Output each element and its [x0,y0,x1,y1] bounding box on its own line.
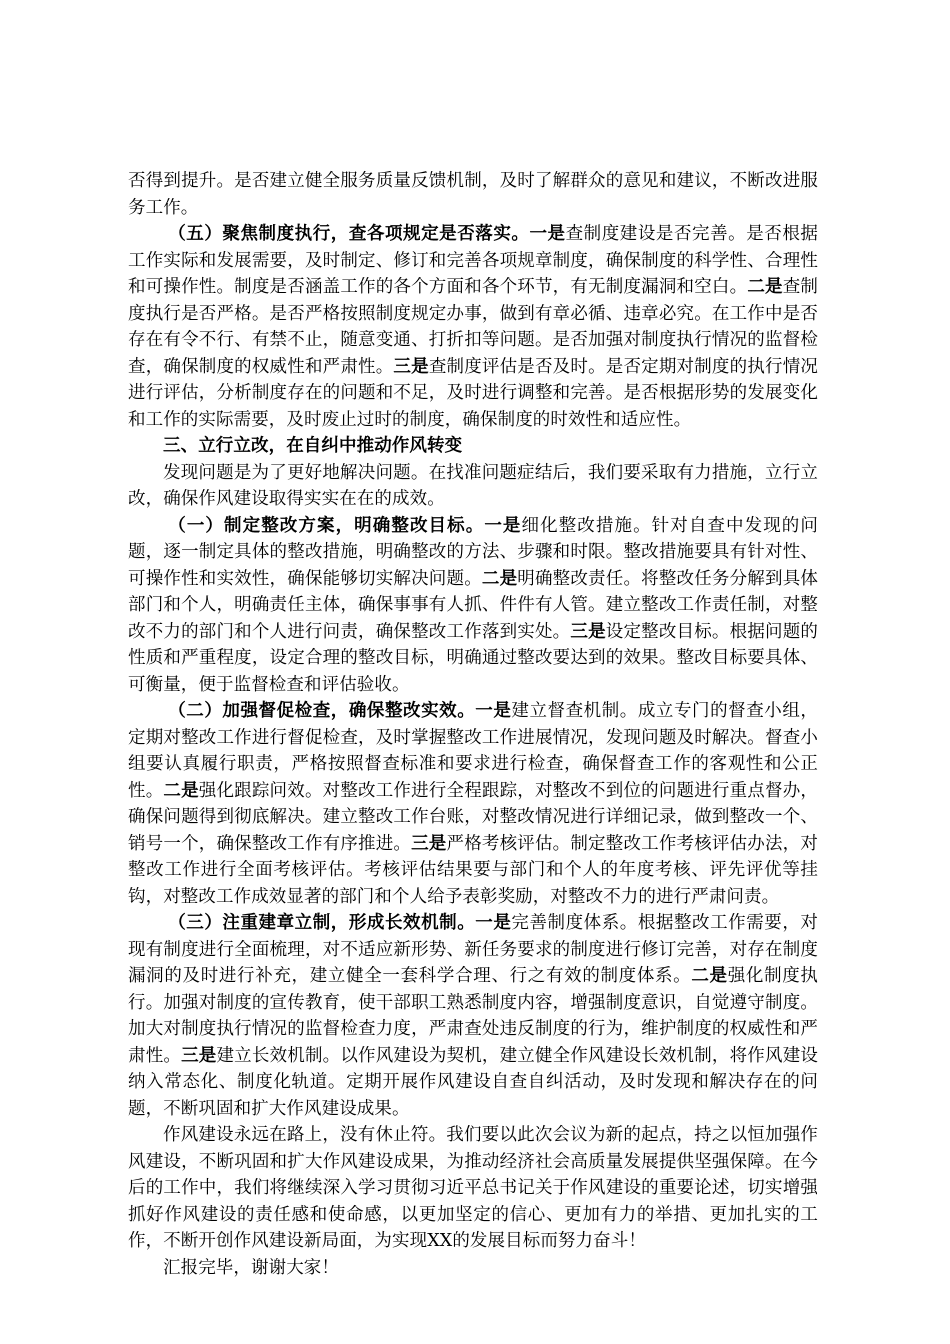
point-text: 明确整改责任。将整改任务分解到具体部门和个人，明确责任主体，确保事事有人抓、件件有人管。建立整改工作责任制，对整改不力的部门和个人进行问责，确保整改工作落到实处。 [128,568,818,642]
point-marker: 一是 [484,515,522,536]
point-marker: 三是 [570,621,606,642]
point-text: 强化制度执行。加强对制度的宣传教育，使干部职工熟悉制度内容，增强制度意识，自觉遵守制度。加大对制度执行情况的监督检查力度，严肃查处违反制度的行为，维护制度的权威性和严肃性。 [128,966,819,1066]
paragraph-continuation: 否得到提升。是否建立健全服务质量反馈机制，及时了解群众的意见和建议，不断改进服务工作。 [128,171,818,218]
point-marker: 三是 [393,356,429,377]
point-text: 严格考核评估。制定整改工作考核评估办法，对整改工作进行全面考核评估。考核评估结果要与部门和个人的年度考核、评先评优等挂钩，对整改工作成效显著的部门和个人给予表彰奖励，对整改不力的进行严肃问责。 [128,833,818,907]
point-marker: 一是 [475,701,512,721]
subheading-rectification-plan: （一）制定整改方案，明确整改目标。 [168,515,485,536]
paragraph-conclusion: 作风建设永远在路上，没有休止符。我们要以此次会议为新的起点，持之以恒加强作风建设，不断巩固和扩大作风建设成果，为推动经济社会高质量发展提供坚强保障。在今后的工作中，我们将继续深入学习贯彻习近平总书记关于作风建设的重要论述，切实增强抓好作风建设的责任感和使命感，以更加坚定的信心、更加有力的举措、更加扎实的工作，不断开创作风建设新局面，为实现XX的发展目标而努力奋斗！ [128,1125,818,1251]
point-text: 查制度建设是否完善。是否根据工作实际和发展需要，及时制定、修订和完善各项规章制度，确保制度的科学性、合理性和可操作性。制度是否涵盖工作的各个方面和各个环节，有无制度漏洞和空白。 [128,224,819,297]
point-text: 建立长效机制。以作风建设为契机，建立健全作风建设长效机制，将作风建设纳入常态化、制度化轨道。定期开展作风建设自查自纠活动，及时发现和解决存在的问题，不断巩固和扩大作风建设成果。 [128,1045,818,1119]
point-text: 建立督查机制。成立专门的督查小组，定期对整改工作进行督促检查，及时掌握整改工作进展情况，发现问题及时解决。督查小组要认真履行职责，严格按照督查标准和要求进行检查，确保督查工作的客观性和公正性。 [128,701,818,801]
section-heading [128,433,818,460]
point-marker: 三是 [411,833,447,854]
point-text: 强化跟踪问效。对整改工作进行全程跟踪，对整改不到位的问题进行重点督办，确保问题得到彻底解决。建立整改工作台账，对整改情况进行详细记录，做到整改一个、销号一个，确保整改工作有序推进。 [128,780,818,854]
point-marker: 三是 [181,1045,217,1066]
paragraph-system-execution [128,221,818,433]
point-text: 查制度执行是否严格。是否严格按照制度规定办事，做到有章必循、违章必究。在工作中是否存在有令不行、有禁不止，随意变通、打折扣等问题。是否加强对制度执行情况的监督检查，确保制度的权威性和严肃性。 [128,277,818,377]
subheading-system-execution: （五）聚焦制度执行，查各项规定是否落实。 [168,224,530,244]
paragraph-intro: 发现问题是为了更好地解决问题。在找准问题症结后，我们要采取有力措施，立行立改，确保作风建设取得实实在在的成效。 [128,462,818,509]
point-marker: 二是 [163,780,199,801]
point-marker: 二是 [747,277,783,297]
paragraph-rectification-plan [128,513,818,699]
closing-remark: 汇报完毕，谢谢大家！ [163,1257,339,1278]
point-marker: 二是 [481,568,518,589]
subheading-mechanism: （三）注重建章立制，形成长效机制。 [168,913,476,933]
subheading-supervision: （二）加强督促检查，确保整改实效。 [168,701,476,721]
point-text: 细化整改措施。针对自查中发现的问题，逐一制定具体的整改措施，明确整改的方法、步骤和时限。整改措施要具有针对性、可操作性和实效性，确保能够切实解决问题。 [128,515,818,589]
point-text: 查制度评估是否及时。是否定期对制度的执行情况进行评估，分析制度存在的问题和不足，及时进行调整和完善。是否根据形势的发展变化和工作的实际需要，及时废止过时的制度，确保制度的时效性和适应性。 [128,356,818,430]
point-text: 完善制度体系。根据整改工作需要，对现有制度进行全面梳理，对不适应新形势、新任务要求的制度进行修订完善，对存在制度漏洞的及时进行补充，建立健全一套科学合理、行之有效的制度体系。 [128,913,818,986]
point-text: 设定整改目标。根据问题的性质和严重程度，设定合理的整改目标，明确通过整改要达到的效果。整改目标要具体、可衡量，便于监督检查和评估验收。 [128,621,819,695]
section-heading-text: 三、立行立改，在自纠中推动作风转变 [163,436,463,456]
paragraph-supervision [128,698,818,910]
document-body [128,168,818,1281]
point-marker: 二是 [691,966,728,986]
paragraph-mechanism [128,910,818,1122]
point-marker: 一是 [529,224,566,244]
point-marker: 一是 [475,913,512,933]
